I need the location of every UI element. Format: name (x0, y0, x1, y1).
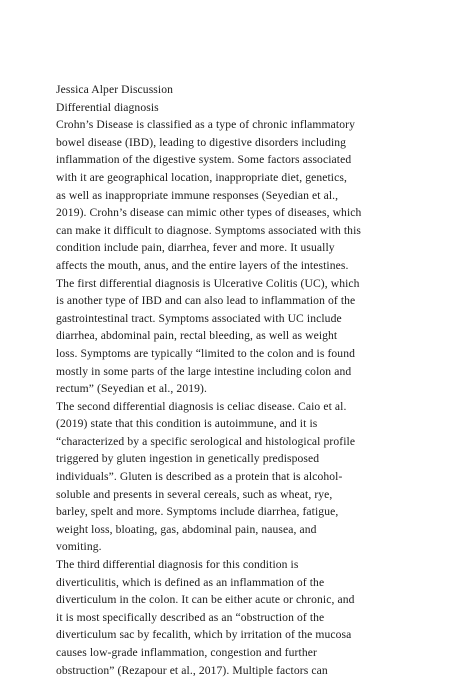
author-heading: Jessica Alper Discussion (56, 83, 174, 96)
text-line: rectum” (Seyedian et al., 2019). (56, 382, 207, 396)
text-line: The second differential diagnosis is celiac disease. Caio et al. (56, 399, 347, 413)
text-line: weight loss, bloating, gas, abdominal pain, nausea, and (56, 522, 317, 536)
text-line: as well as inappropriate immune responses (Seyedian et al., (56, 188, 339, 202)
text-line: barley, spelt and more. Symptoms include diarrhea, fatigue, (56, 505, 339, 519)
text-line: affects the mouth, anus, and the entire layers of the intestines. (56, 258, 349, 272)
text-line: The first differential diagnosis is Ulcerative Colitis (UC), which (56, 276, 360, 290)
text-line: obstruction” (Rezapour et al., 2017). Multiple factors can (56, 663, 328, 677)
text-line: it is most specifically described as an “obstruction of the (56, 610, 325, 624)
text-line: with it are geographical location, inappropriate diet, genetics, (56, 170, 347, 184)
text-line: mostly in some parts of the large intestine including colon and (56, 364, 352, 378)
text-line: The third differential diagnosis for this condition is (56, 558, 299, 572)
text-line: vomiting. (56, 540, 102, 554)
text-line: soluble and presents in several cereals, such as wheat, rye, (56, 487, 333, 501)
text-line: “characterized by a specific serological and histological profile (56, 434, 356, 448)
text-line: diverticulum sac by fecalith, which by irritation of the mucosa (56, 628, 352, 642)
text-line: triggered by gluten ingestion in genetically predisposed (56, 452, 320, 466)
text-line: diarrhea, abdominal pain, rectal bleeding, as well as weight (56, 329, 338, 343)
text-line: causes low-grade inflammation, congestion and further (56, 646, 317, 659)
document-body (56, 81, 416, 679)
text-line: diverticulitis, which is defined as an inflammation of the (56, 575, 325, 589)
text-line: individuals”. Gluten is described as a protein that is alcohol- (56, 470, 343, 484)
text-line: can make it difficult to diagnose. Symptoms associated with this (56, 223, 362, 237)
text-line: diverticulum in the colon. It can be either acute or chronic, and (56, 593, 355, 607)
text-line: bowel disease (IBD), leading to digestive disorders including (56, 135, 347, 149)
text-line: Crohn’s Disease is classified as a type of chronic inflammatory (56, 118, 355, 132)
text-line: 2019). Crohn’s disease can mimic other types of diseases, which (56, 206, 362, 220)
text-line: is another type of IBD and can also lead to inflammation of the (56, 294, 356, 308)
section-heading: Differential diagnosis (56, 100, 159, 114)
text-line: (2019) state that this condition is autoimmune, and it is (56, 417, 318, 431)
text-line: gastrointestinal tract. Symptoms associated with UC include (56, 311, 342, 325)
text-line: inflammation of the digestive system. Some factors associated (56, 153, 352, 167)
text-line: loss. Symptoms are typically “limited to the colon and is found (56, 346, 356, 360)
text-line: condition include pain, diarrhea, fever and more. It usually (56, 241, 335, 255)
